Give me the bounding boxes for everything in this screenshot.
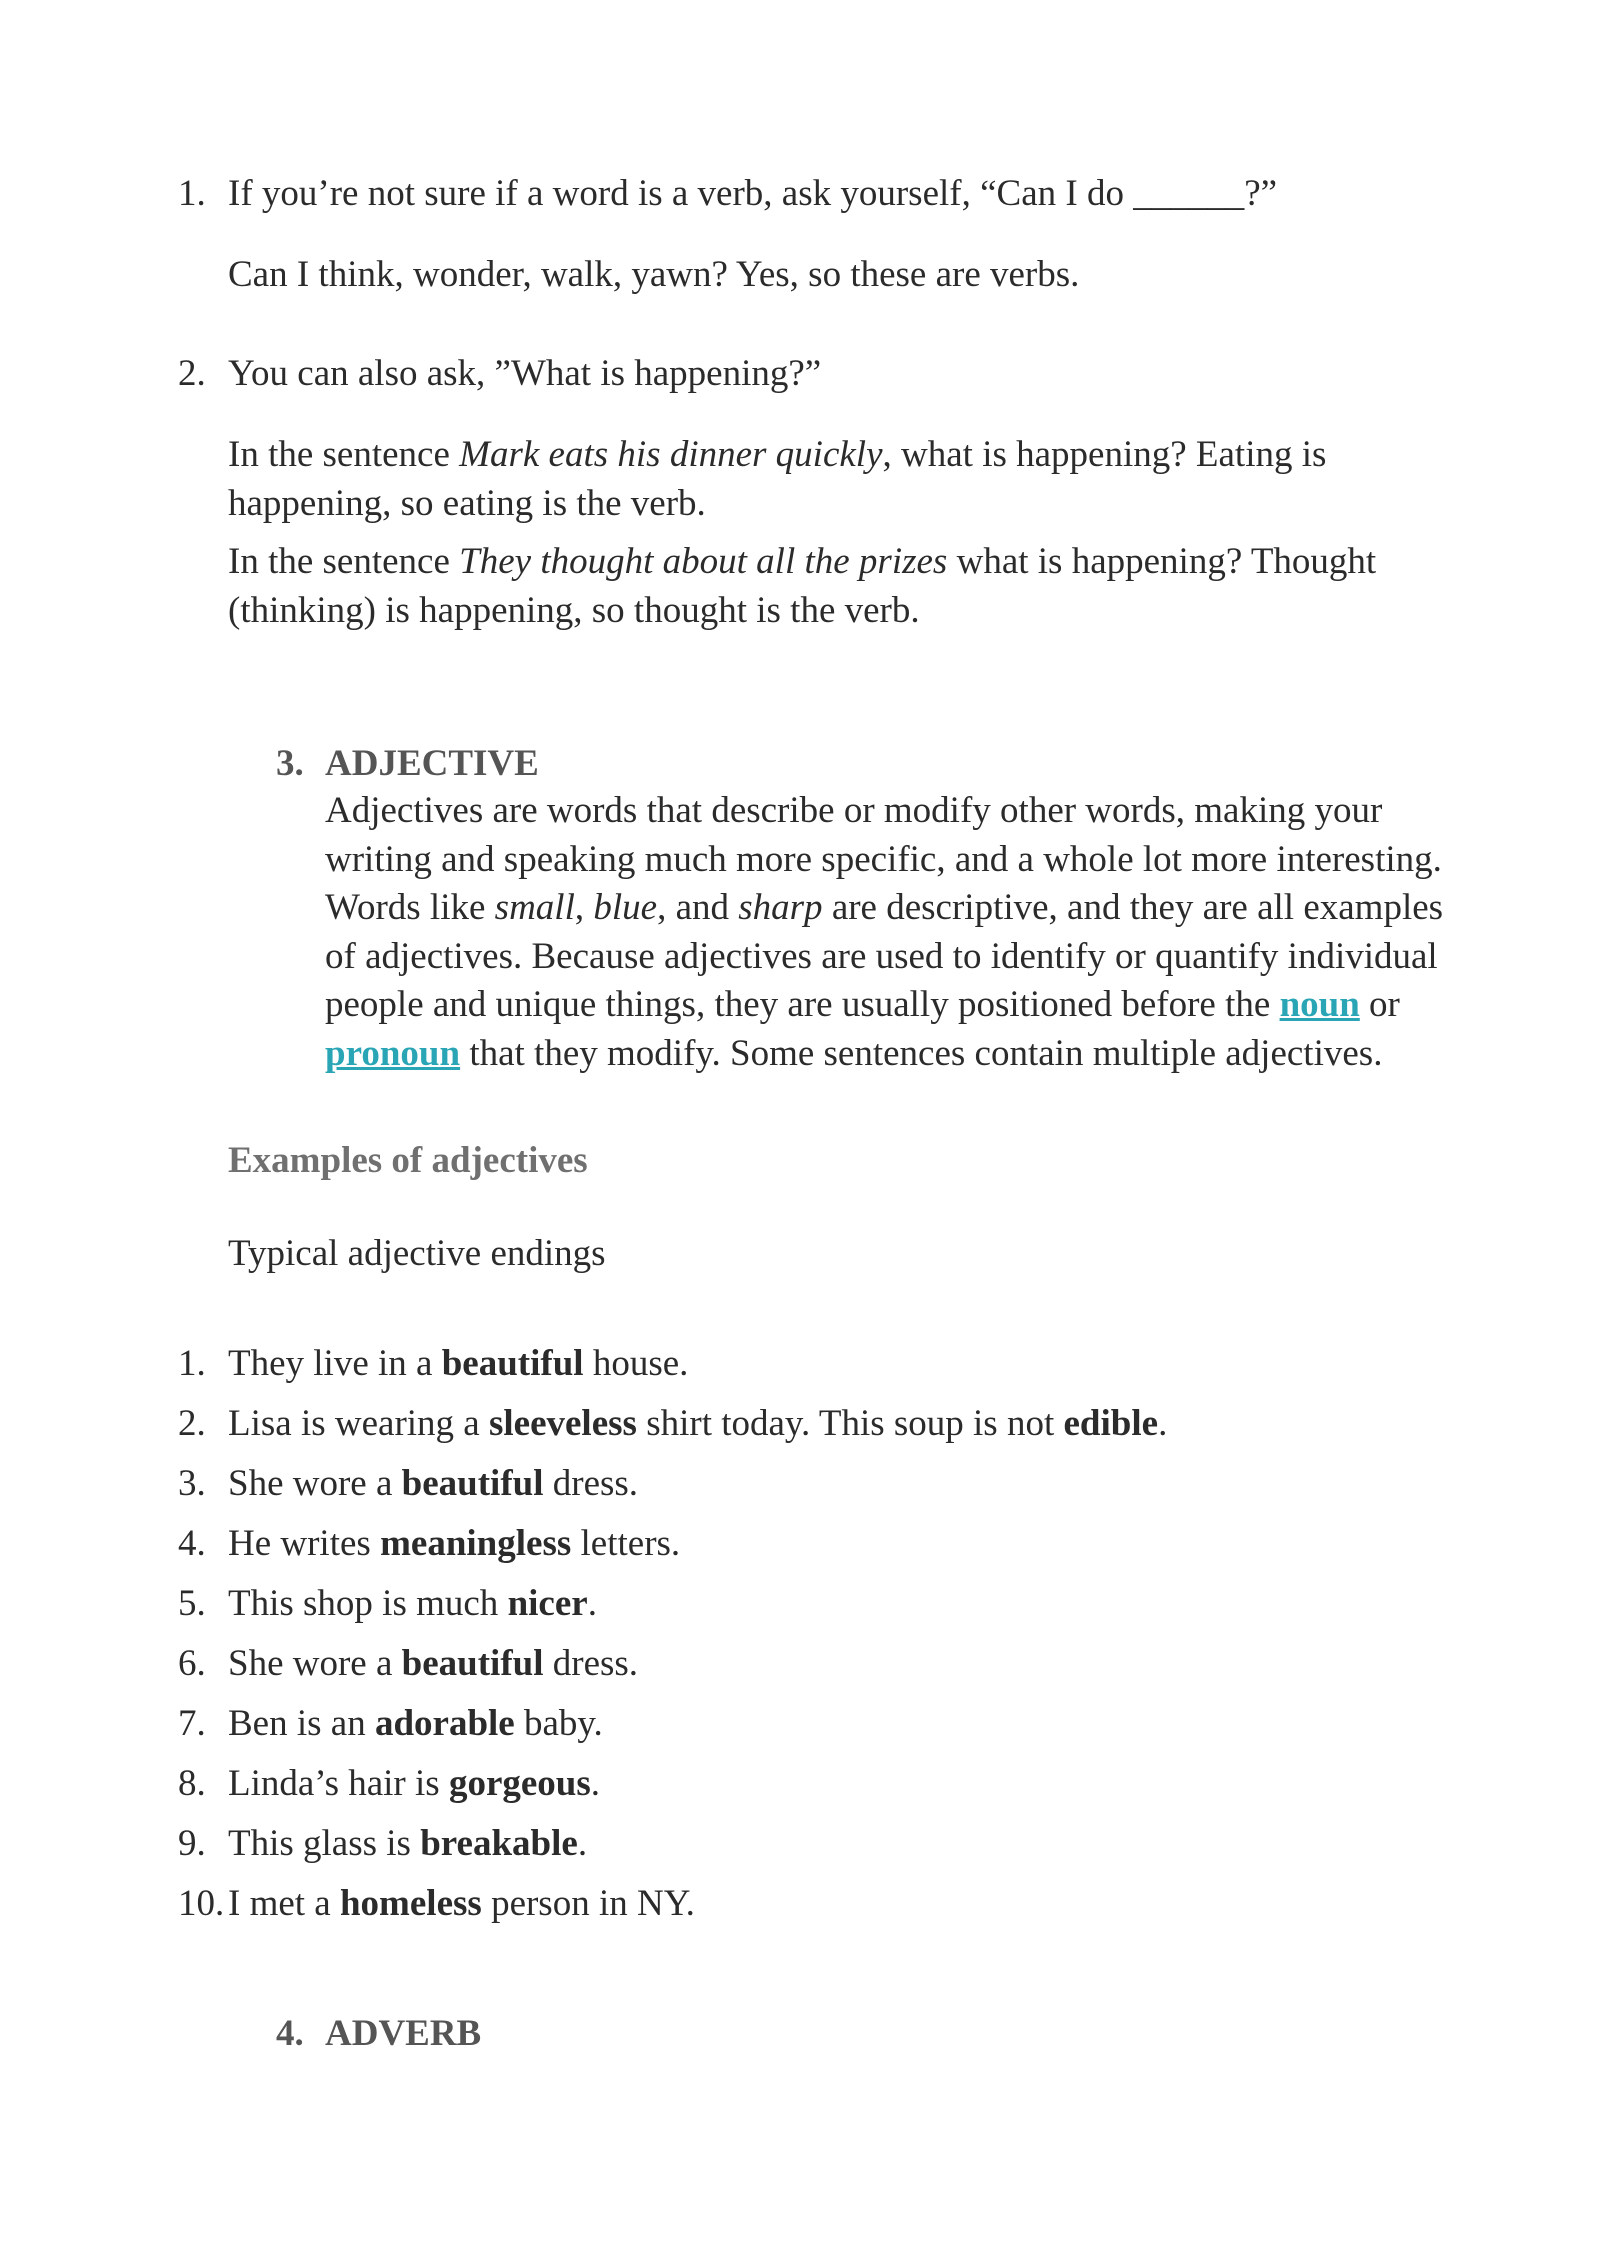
list-item: He writes meaningless letters. [228, 1523, 681, 1564]
section-number: 3. [276, 743, 304, 784]
section-title-adverb: ADVERB [325, 2013, 482, 2054]
section-title-adjective: ADJECTIVE [325, 743, 539, 784]
list-number: 5. [178, 1583, 206, 1624]
list-number: 3. [178, 1463, 206, 1504]
list-number: 8. [178, 1763, 206, 1804]
list-item: She wore a beautiful dress. [228, 1463, 639, 1504]
list-number: 9. [178, 1823, 206, 1864]
adjective-definition: Adjectives are words that describe or modify other words, making your writing and speaking much more specific, and a whole lot more interesting. Words like small, blue, and sharp are descriptive, and they are all examples of adjectives. Because adjectives are used to identify or quantify individual people and unique things, they are usually positioned before the noun or pronoun that they modify. Some sentences contain multiple adjectives. [325, 790, 1444, 1074]
section-number: 4. [276, 2013, 304, 2054]
verb-tip-1: If you’re not sure if a word is a verb, ask yourself, “Can I do ______?” [228, 173, 1278, 214]
list-item: This shop is much nicer. [228, 1583, 597, 1624]
pronoun-link[interactable]: pronoun [325, 1032, 461, 1074]
list-number: 1. [178, 173, 206, 214]
verb-tip-2-example-2: In the sentence They thought about all the prizes what is happening? Thought (thinking) is happening, so thought is the verb. [228, 541, 1377, 631]
noun-link[interactable]: noun [1279, 984, 1360, 1025]
list-item: They live in a beautiful house. [228, 1343, 689, 1384]
list-item: I met a homeless person in NY. [228, 1883, 695, 1924]
verb-tip-2: You can also ask, ”What is happening?” [228, 353, 822, 394]
list-item: Ben is an adorable baby. [228, 1703, 603, 1744]
list-number: 1. [178, 1343, 206, 1384]
verb-tip-1-example: Can I think, wonder, walk, yawn? Yes, so these are verbs. [228, 254, 1080, 295]
list-number: 7. [178, 1703, 206, 1744]
list-number: 6. [178, 1643, 206, 1684]
examples-heading: Examples of adjectives [228, 1140, 588, 1181]
endings-label: Typical adjective endings [228, 1233, 606, 1274]
verb-tip-2-example-1: In the sentence Mark eats his dinner quickly, what is happening? Eating is happening, so eating is the verb. [228, 434, 1327, 524]
list-number: 10. [178, 1883, 225, 1924]
list-item: Linda’s hair is gorgeous. [228, 1763, 601, 1804]
list-number: 2. [178, 1403, 206, 1444]
list-number: 2. [178, 353, 206, 394]
list-number: 4. [178, 1523, 206, 1564]
list-item: Lisa is wearing a sleeveless shirt today. This soup is not edible. [228, 1403, 1168, 1444]
list-item: This glass is breakable. [228, 1823, 588, 1864]
list-item: She wore a beautiful dress. [228, 1643, 639, 1684]
